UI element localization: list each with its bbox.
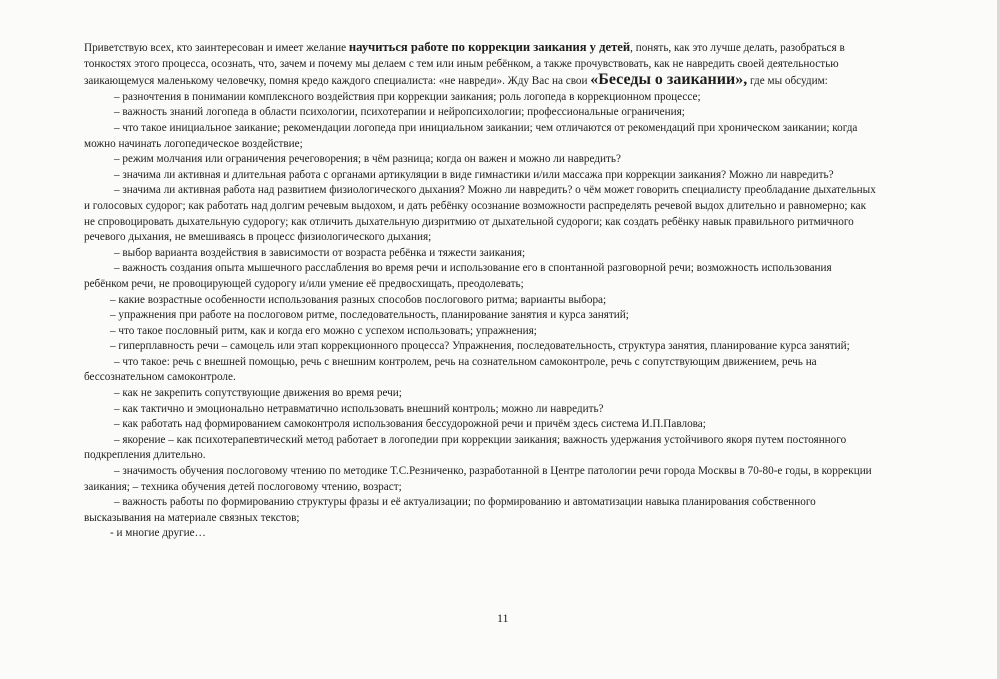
list-item-continuation: и голосовых судорог; как работать над долгим речевым выдохом, и дать ребёнку осознание возможности распределять речевой выдох длительно и равномерно; как bbox=[84, 199, 867, 212]
list-item bbox=[84, 261, 924, 292]
list-item-continuation: речевого дыхания, не вмешиваясь в процесс физиологического дыхания; bbox=[84, 231, 432, 244]
list-item bbox=[84, 152, 924, 168]
intro-line-2: тонкостях этого процесса, осознать, что, зачем и почему мы делаем с тем или иным ребёнком, а также прочувствовать, как не навредить своей деятельностью bbox=[84, 57, 839, 70]
list-item bbox=[84, 402, 924, 418]
page-number: 11 bbox=[497, 611, 509, 625]
list-item bbox=[84, 183, 924, 245]
list-item-text: – что такое инициальное заикание; рекомендации логопеда при инициальном заикании; чем отличаются от рекомендаций при хроническом заикании; когда bbox=[114, 121, 858, 134]
intro-text: , понять, как это лучше делать, разобраться в bbox=[630, 42, 845, 54]
list-item bbox=[84, 324, 924, 340]
list-item bbox=[84, 464, 924, 495]
list-item bbox=[84, 121, 924, 152]
list-item-continuation: бессознательном самоконтроле. bbox=[84, 371, 236, 384]
list-item-continuation: подкрепления длительно. bbox=[84, 449, 206, 462]
list-item bbox=[84, 246, 924, 262]
list-item-text: – значима ли активная работа над развитием физиологического дыхания? Можно ли навредить? о чём может говорить специалисту преобладание дыхательных bbox=[114, 184, 876, 197]
list-item-continuation: ребёнком речи, не провоцирующей судорогу и/или умение её предвосхищать, преодолевать; bbox=[84, 277, 524, 290]
list-item bbox=[84, 339, 924, 355]
list-item bbox=[84, 105, 924, 121]
list-item-text: – как работать над формированием самоконтроля использования бессудорожной речи и причём здесь система И.П.Павлова; bbox=[114, 418, 706, 431]
list-item-text: – режим молчания или ограничения речеговорения; в чём разница; когда он важен и можно ли навредить? bbox=[114, 153, 621, 166]
list-item bbox=[84, 90, 924, 106]
intro-text: Приветствую всех, кто заинтересован и имеет желание bbox=[84, 42, 349, 54]
list-item-text: – важность знаний логопеда в области психологии, психотерапии и нейропсихологии; профессиональные ограничения; bbox=[114, 106, 685, 119]
list-item-text: – как тактично и эмоционально нетравматично использовать внешний контроль; можно ли навредить? bbox=[114, 402, 604, 415]
list-item bbox=[84, 417, 924, 433]
list-item-continuation: можно начинать логопедическое воздействие; bbox=[84, 137, 303, 150]
list-item-text: – важность работы по формированию структуры фразы и её актуализации; по формированию и автоматизации навыка планирования собственного bbox=[114, 496, 816, 509]
list-item bbox=[84, 308, 924, 324]
list-item-text: – упражнения при работе на послоговом ритме, последовательность, планирование занятия и курса занятий; bbox=[110, 309, 629, 322]
list-item bbox=[84, 168, 924, 184]
list-item-text: - и многие другие… bbox=[110, 527, 206, 540]
list-item bbox=[84, 355, 924, 386]
list-item bbox=[84, 433, 924, 464]
list-item-text: – значима ли активная и длительная работа с органами артикуляции в виде гимнастики и/или массажа при коррекции заикания? Можно ли навредить? bbox=[114, 168, 834, 181]
intro-text: заикающемуся маленькому человечку, помня кредо каждого специалиста: «не навреди». Жду Вас на свои bbox=[84, 75, 591, 88]
list-item bbox=[84, 495, 924, 526]
intro-line-1 bbox=[84, 40, 924, 57]
document-page bbox=[84, 40, 924, 542]
list-item-text: – что такое: речь с внешней помощью, речь с внешним контролем, речь на сознательном самоконтроле, речь с сопутствующим движением, речь на bbox=[114, 355, 817, 368]
intro-line-3 bbox=[84, 72, 924, 90]
list-item bbox=[84, 526, 924, 542]
list-item bbox=[84, 386, 924, 402]
list-item-continuation: не спровоцировать дыхательную судорогу; как отличить дыхательную дизритмию от дыхательной судороги; как создать ребёнку навык правильного ритмичного bbox=[84, 215, 854, 228]
list-item-text: – какие возрастные особенности использования разных способов послогового ритма; варианты выбора; bbox=[110, 293, 607, 306]
list-item-continuation: высказывания на материале связных текстов; bbox=[84, 511, 300, 524]
list-item-text: – что такое пословный ритм, как и когда его можно с успехом использовать; упражнения; bbox=[110, 324, 537, 337]
list-item-text: – разночтения в понимании комплексного воздействия при коррекции заикания; роль логопеда в коррекционном процессе; bbox=[114, 90, 701, 103]
intro-bold-phrase: научиться работе по коррекции заикания у детей bbox=[348, 40, 631, 54]
list-item-text: – гиперплавность речи – самоцель или этап коррекционного процесса? Упражнения, последовательность, структура занятия, планирование курса занятий; bbox=[110, 340, 850, 353]
intro-text: где мы обсудим: bbox=[747, 75, 828, 88]
list-item-continuation: заикания; – техника обучения детей послоговому чтению, возраст; bbox=[84, 480, 402, 493]
list-item-text: – как не закрепить сопутствующие движения во время речи; bbox=[114, 387, 402, 400]
list-item-text: – якорение – как психотерапевтический метод работает в логопедии при коррекции заикания; важность удержания устойчивого якоря путем постоянного bbox=[114, 433, 847, 446]
list-item-text: – выбор варианта воздействия в зависимости от возраста ребёнка и тяжести заикания; bbox=[114, 246, 526, 259]
intro-paragraph bbox=[84, 40, 924, 90]
list-item-text: – важность создания опыта мышечного расслабления во время речи и использование его в спонтанной разговорной речи; возможность использования bbox=[114, 262, 832, 275]
list-item bbox=[84, 293, 924, 309]
topic-list bbox=[84, 90, 924, 542]
seminar-title: «Беседы о заикании», bbox=[590, 71, 748, 89]
list-item-text: – значимость обучения послоговому чтению по методике Т.С.Резниченко, разработанной в Центре патологии речи города Москвы в 70-80-е годы, в коррекции bbox=[114, 465, 872, 478]
